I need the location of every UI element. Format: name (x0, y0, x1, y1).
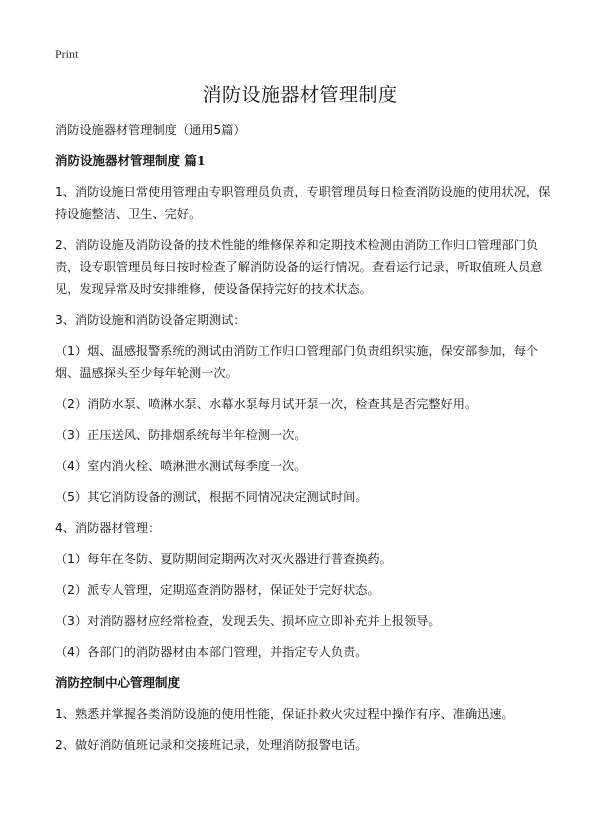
document-subtitle: 消防设施器材管理制度（通用5篇） (55, 123, 246, 137)
section-heading: 消防控制中心管理制度 (55, 675, 181, 690)
paragraph: （2）派专人管理，定期巡查消防器材，保证处于完好状态。 (55, 583, 380, 597)
paragraph: 4、消防器材管理： (55, 521, 161, 535)
paragraph: （5）其它消防设备的测试，根据不同情况决定测试时间。 (55, 490, 368, 504)
paragraph: （1）烟、温感报警系统的测试由消防工作归口管理部门负责组织实施，保安部参加，每个烟、温感探头至少每年轮测一次。 (55, 344, 539, 380)
document-title: 消防设施器材管理制度 (202, 84, 398, 106)
print-link[interactable]: Print (55, 47, 79, 61)
paragraph: 2、做好消防值班记录和交接班记录，处理消防报警电话。 (55, 738, 368, 752)
section-heading: 消防设施器材管理制度 篇1 (55, 153, 206, 168)
paragraph: 2、消防设施及消防设备的技术性能的维修保养和定期技术检测由消防工作归口管理部门负责，设专职管理员每日按时检查了解消防设备的运行情况。查看运行记录，听取值班人员意见，发现异常及时安排维修，使设备保持完好的技术状态。 (55, 238, 543, 296)
paragraph: （4）各部门的消防器材由本部门管理，并指定专人负责。 (55, 645, 368, 659)
paragraph: 3、消防设施和消防设备定期测试： (55, 313, 246, 327)
paragraph: （3）对消防器材应经常检查，发现丢失、损坏应立即补充并上报领导。 (55, 614, 441, 628)
paragraph: （1）每年在冬防、夏防期间定期两次对灭火器进行普查换药。 (55, 552, 392, 566)
document-body (55, 119, 552, 765)
paragraph: 1、消防设施日常使用管理由专职管理员负责，专职管理员每日检查消防设施的使用状况，保持设施整洁、卫生、完好。 (55, 185, 551, 221)
paragraph: （4）室内消火栓、喷淋泄水测试每季度一次。 (55, 459, 307, 473)
paragraph: 1、熟悉并掌握各类消防设施的使用性能，保证扑救火灾过程中操作有序、准确迅速。 (55, 707, 514, 721)
paragraph: （2）消防水泵、喷淋水泵、水幕水泵每月试开泵一次，检查其是否完整好用。 (55, 397, 478, 411)
paragraph: （3）正压送风、防排烟系统每半年检测一次。 (55, 428, 307, 442)
